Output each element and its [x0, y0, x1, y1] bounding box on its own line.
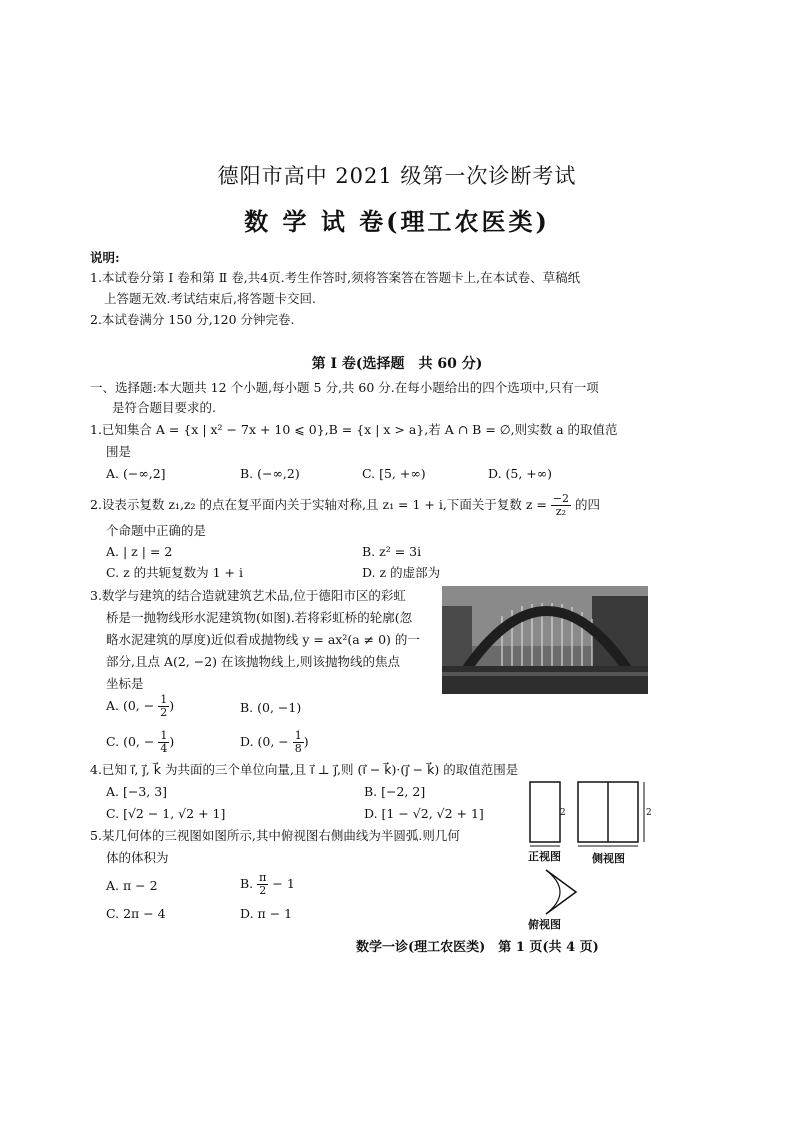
exam-subtitle: 数 学 试 卷(理工农医类) [244, 207, 550, 236]
q2-frac-den: z₂ [555, 505, 567, 518]
q3-c-close: ) [169, 734, 175, 749]
top-view-label: 俯视图 [528, 918, 561, 931]
q3-option-a [106, 694, 174, 719]
q2-option-d: D. z 的虚部为 [362, 565, 441, 580]
section-heading: 第 Ⅰ 卷(选择题 共 60 分) [311, 356, 483, 372]
q3-c-pre: C. (0, − [106, 734, 155, 749]
instruction-1-line1: 1.本试卷分第 Ⅰ 卷和第 Ⅱ 卷,共4页.考生作答时,须将答案答在答题卡上,在本试卷、草稿纸 [90, 270, 581, 285]
q3-line3: 略水泥建筑的厚度)近似看成抛物线 y = ax²(a ≠ 0) 的一 [106, 632, 420, 647]
q3-option-d [240, 730, 309, 755]
q5-option-a: A. π − 2 [106, 878, 158, 893]
q5-b-post: − 1 [272, 876, 295, 891]
q4-option-a: A. [−3, 3] [106, 784, 168, 799]
section-intro-line2: 是符合题目要求的. [112, 400, 216, 415]
q5-b-fraction [257, 872, 268, 897]
q3-c-num: 1 [160, 729, 168, 742]
dim-label-front: 2 [560, 808, 566, 818]
q3-line4: 部分,且点 A(2, −2) 在该抛物线上,则该抛物线的焦点 [106, 654, 401, 669]
q5-line2: 体的体积为 [106, 850, 169, 865]
instruction-1-line2: 上答题无效.考试结束后,将答题卡交回. [104, 291, 316, 306]
q3-a-fraction [158, 694, 169, 719]
q5-line1: 5.某几何体的三视图如图所示,其中俯视图右侧曲线为半圆弧.则几何 [90, 828, 460, 843]
front-view-label: 正视图 [528, 850, 561, 863]
q1-option-d: D. (5, +∞) [488, 466, 553, 481]
q5-option-d: D. π − 1 [240, 906, 293, 921]
q3-a-num: 1 [160, 693, 168, 706]
instruction-2: 2.本试卷满分 150 分,120 分钟完卷. [90, 312, 295, 327]
q2-stem-pre: 2.设表示复数 z₁,z₂ 的点在复平面内关于实轴对称,且 z₁ = 1 + i,下面关于复数 z = [90, 497, 547, 512]
q3-d-num: 1 [294, 729, 302, 742]
q1-option-c: C. [5, +∞) [362, 466, 426, 481]
q1-stem-line2: 围是 [106, 444, 132, 459]
instructions-label: 说明: [90, 250, 120, 265]
q4-option-b: B. [−2, 2] [364, 784, 426, 799]
q3-line1: 3.数学与建筑的结合造就建筑艺术品,位于德阳市区的彩虹 [90, 588, 406, 603]
q2-stem-line2: 个命题中正确的是 [106, 523, 207, 538]
q3-d-fraction [293, 730, 304, 755]
q1-stem-line1: 1.已知集合 A = {x | x² − 7x + 10 ⩽ 0},B = {x | x > a},若 A ∩ B = ∅,则实数 a 的取值范 [90, 422, 618, 437]
q3-a-den: 2 [160, 706, 168, 719]
q5-b-pre: B. [240, 876, 254, 891]
bridge-illustration [442, 586, 648, 694]
q2-stem-line1 [90, 493, 600, 518]
q3-a-pre: A. (0, − [106, 698, 155, 713]
q5-option-b [240, 872, 295, 897]
q2-fraction [551, 493, 571, 518]
q3-option-b: B. (0, −1) [240, 700, 302, 715]
q3-d-den: 8 [294, 742, 302, 755]
page-footer: 数学一诊(理工农医类) 第 1 页(共 4 页) [356, 940, 599, 955]
q3-d-close: ) [303, 734, 309, 749]
dim-label-side: 2 [646, 808, 652, 818]
q2-option-a: A. | z | = 2 [106, 544, 173, 559]
q3-line5: 坐标是 [106, 676, 144, 691]
exam-title: 德阳市高中 2021 级第一次诊断考试 [217, 164, 577, 188]
q2-option-c: C. z 的共轭复数为 1 + i [106, 565, 243, 580]
q4-option-d: D. [1 − √2, √2 + 1] [364, 806, 484, 821]
q2-frac-num: −2 [552, 492, 570, 505]
q3-line2: 桥是一抛物线形水泥建筑物(如图).若将彩虹桥的轮廓(忽 [106, 610, 413, 625]
q3-c-fraction [158, 730, 169, 755]
q5-option-c: C. 2π − 4 [106, 906, 166, 921]
q4-option-c: C. [√2 − 1, √2 + 1] [106, 806, 226, 821]
q5-b-den: 2 [259, 884, 267, 897]
side-view-label: 侧视图 [592, 852, 625, 865]
q3-a-close: ) [169, 698, 175, 713]
q2-option-b: B. z² = 3i [362, 544, 422, 559]
q3-c-den: 4 [160, 742, 168, 755]
rainbow-bridge-photo [442, 586, 648, 694]
q5-b-num: π [259, 871, 267, 884]
q3-option-c [106, 730, 174, 755]
q1-option-a: A. (−∞,2] [106, 466, 166, 481]
q4-stem: 4.已知 i⃗, j⃗, k⃗ 为共面的三个单位向量,且 i⃗ ⊥ j⃗,则 (i⃗ − k⃗)·(j⃗ − k⃗) 的取值范围是 [90, 762, 519, 777]
q2-stem-post: 的四 [575, 497, 601, 512]
section-intro-line1: 一、选择题:本大题共 12 个小题,每小题 5 分,共 60 分.在每小题给出的四个选项中,只有一项 [90, 380, 599, 395]
q1-option-b: B. (−∞,2) [240, 466, 300, 481]
q3-d-pre: D. (0, − [240, 734, 289, 749]
